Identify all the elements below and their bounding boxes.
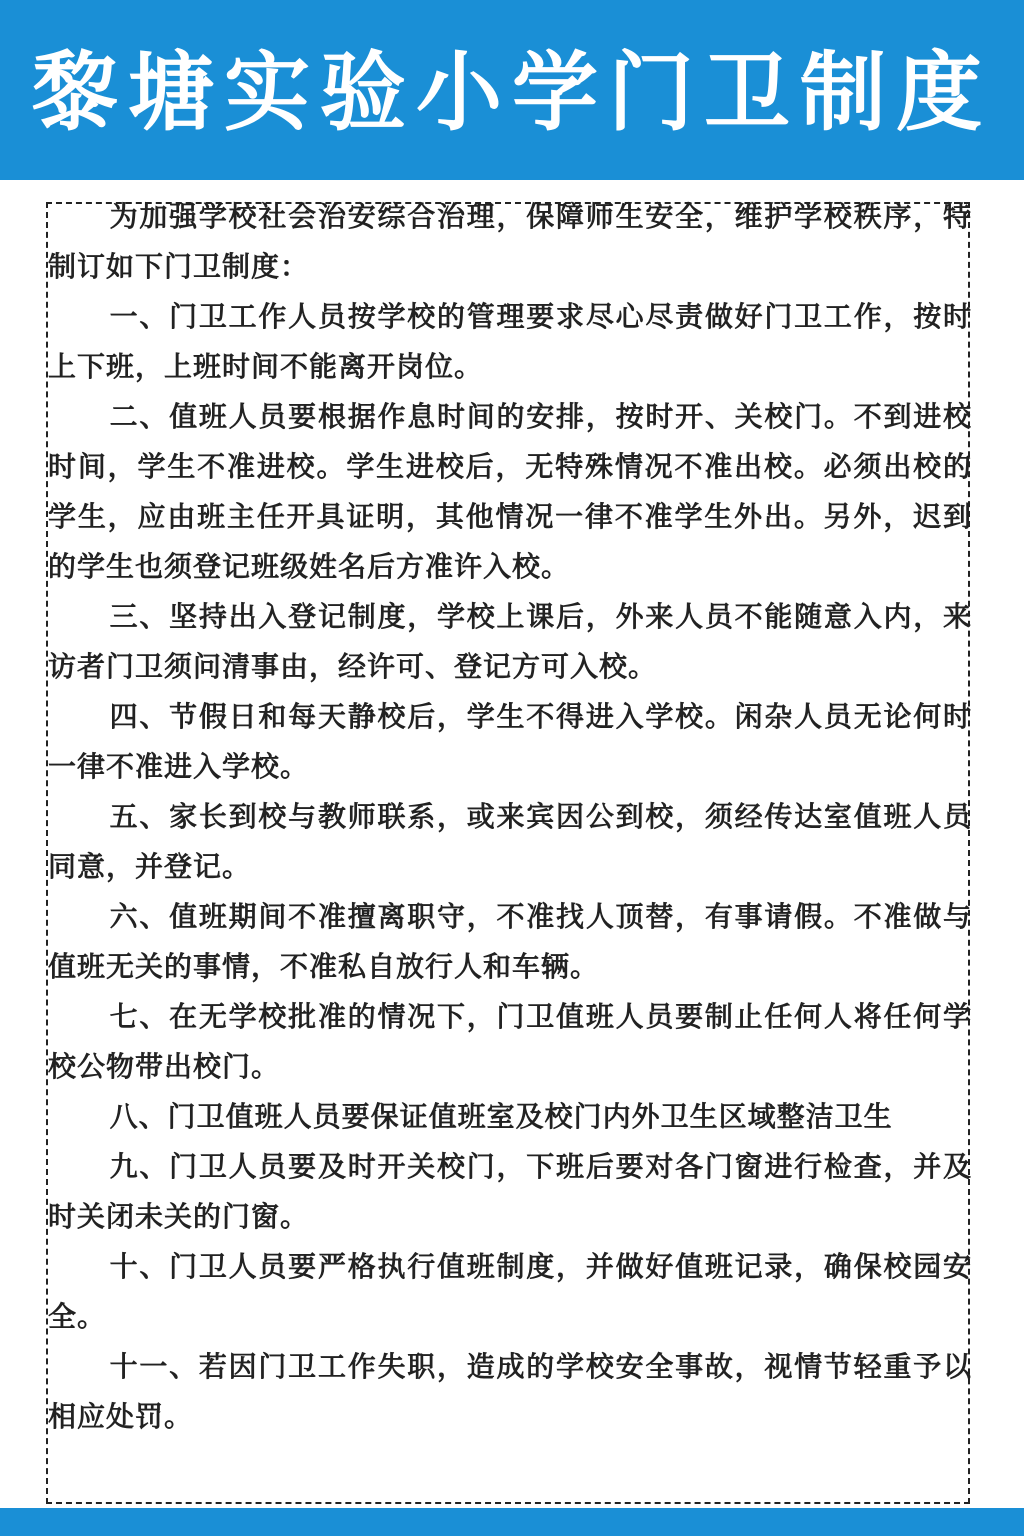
rule-7: 七、在无学校批准的情况下，门卫值班人员要制止任何人将任何学校公物带出校门。 bbox=[48, 1000, 972, 1083]
rule-10: 十、门卫人员要严格执行值班制度，并做好值班记录，确保校园安全。 bbox=[48, 1250, 972, 1333]
regulation-body bbox=[48, 192, 972, 1442]
header-banner bbox=[0, 0, 1024, 180]
rule-8: 八、门卫值班人员要保证值班室及校门内外卫生区域整洁卫生 bbox=[109, 1100, 893, 1133]
rule-9: 九、门卫人员要及时开关校门，下班后要对各门窗进行检查，并及时关闭未关的门窗。 bbox=[48, 1150, 972, 1233]
footer-bar bbox=[0, 1508, 1024, 1536]
rule-6: 六、值班期间不准擅离职守，不准找人顶替，有事请假。不准做与值班无关的事情，不准私自放行人和车辆。 bbox=[48, 900, 972, 983]
rule-5: 五、家长到校与教师联系，或来宾因公到校，须经传达室值班人员同意，并登记。 bbox=[48, 800, 972, 883]
rule-11: 十一、若因门卫工作失职，造成的学校安全事故，视情节轻重予以相应处罚。 bbox=[48, 1350, 972, 1433]
rule-3: 三、坚持出入登记制度，学校上课后，外来人员不能随意入内，来访者门卫须问清事由，经许可、登记方可入校。 bbox=[48, 600, 972, 683]
rule-4: 四、节假日和每天静校后，学生不得进入学校。闲杂人员无论何时一律不准进入学校。 bbox=[48, 700, 972, 783]
rule-2: 二、值班人员要根据作息时间的安排，按时开、关校门。不到进校时间，学生不准进校。学生进校后，无特殊情况不准出校。必须出校的学生，应由班主任开具证明，其他情况一律不准学生外出。另外，迟到的学生也须登记班级姓名后方准许入校。 bbox=[48, 400, 972, 583]
page-title: 黎塘实验小学门卫制度 bbox=[32, 43, 992, 143]
rule-1: 一、门卫工作人员按学校的管理要求尽心尽责做好门卫工作，按时上下班，上班时间不能离开岗位。 bbox=[48, 300, 972, 383]
intro-paragraph: 为加强学校社会治安综合治理，保障师生安全，维护学校秩序，特制订如下门卫制度： bbox=[48, 200, 972, 283]
